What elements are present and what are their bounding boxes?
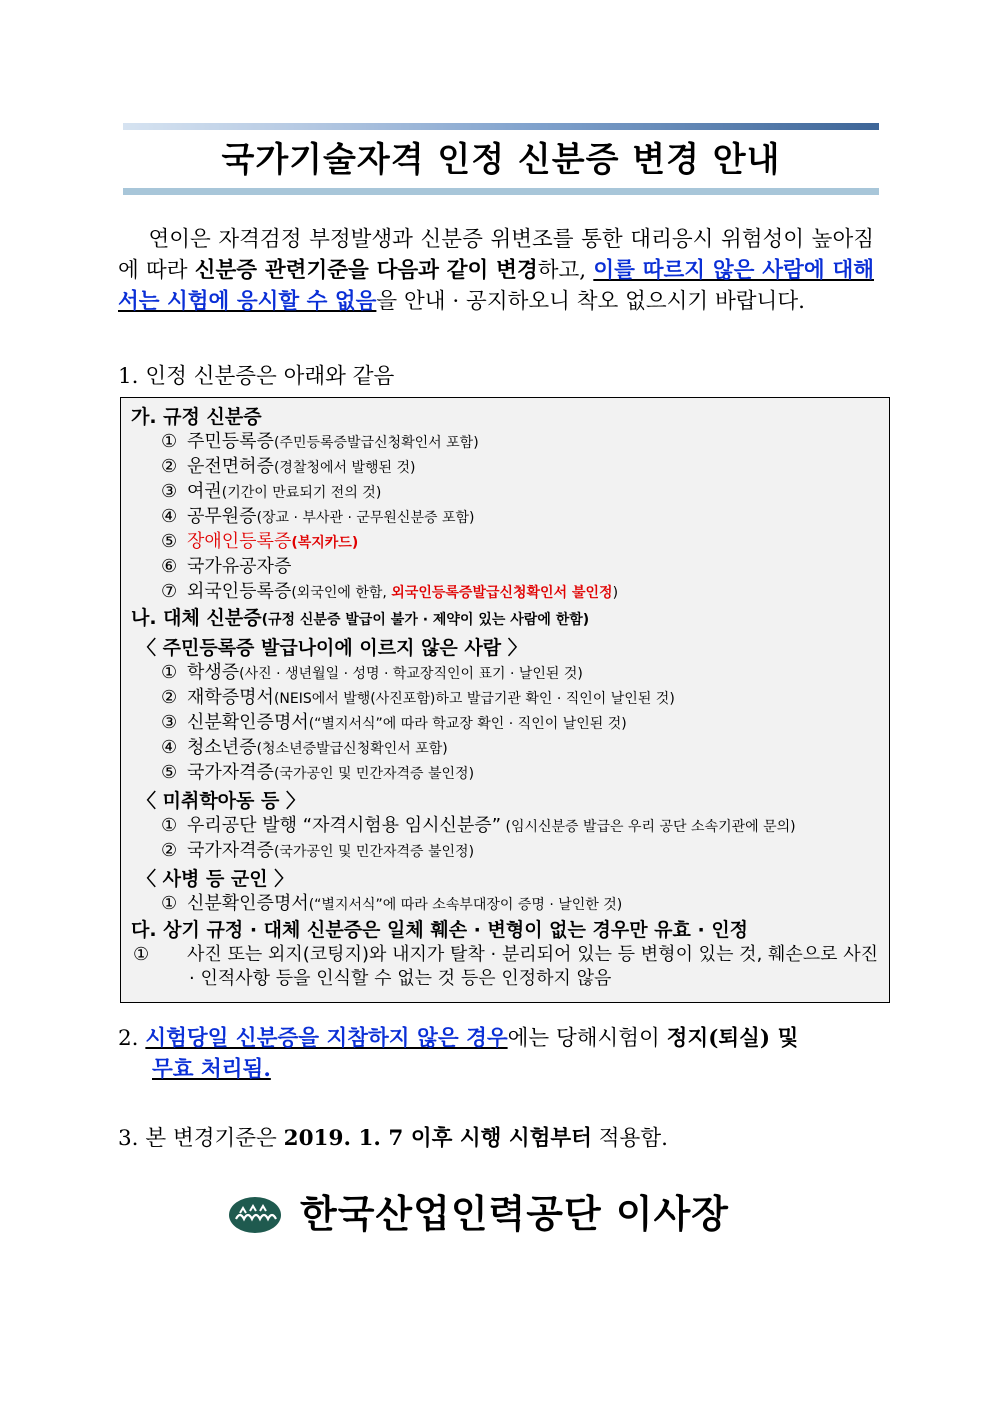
group-heading-soldier: 〈 사병 등 군인 〉	[137, 868, 294, 890]
ga-list	[131, 430, 879, 605]
title-bar-bottom	[123, 188, 879, 195]
list-item: ④ 공무원증(장교 · 부사관 · 군무원신분증 포함)	[161, 506, 475, 527]
section-2-text: 에는 당해시험이	[507, 1026, 667, 1051]
section-2-num: 2.	[118, 1026, 139, 1051]
page-title: 국가기술자격 인정 신분증 변경 안내	[221, 140, 781, 180]
list-item: ⑥ 국가유공자증	[161, 556, 292, 577]
grp3-list	[131, 892, 879, 917]
section-2-invalid: 무효 처리됨.	[152, 1057, 271, 1082]
list-item: ① 주민등록증(주민등록증발급신청확인서 포함)	[161, 431, 479, 452]
intro-paragraph	[118, 224, 874, 317]
list-item: ① 학생증(사진 · 생년월일 · 성명 · 학교장직인이 표기 · 날인된 것)	[161, 662, 583, 683]
list-item: ③ 여권(기간이 만료되기 전의 것)	[161, 481, 382, 502]
list-item: ② 국가자격증(국가공인 및 민간자격증 불인정)	[161, 840, 475, 861]
section-3-date: 2019. 1. 7 이후 시행 시험부터	[283, 1126, 592, 1151]
section-2-warning: 시험당일 신분증을 지참하지 않은 경우	[145, 1026, 508, 1051]
list-item: ② 운전면허증(경찰청에서 발행된 것)	[161, 456, 416, 477]
list-item: ① 신분확인증명서(“별지서식”에 따라 소속부대장이 증명 · 날인한 것)	[161, 893, 623, 914]
intro-text-1: 연이은 자격검정 부정발생과 신분증 위변조를 통한 대리응시 위험성이 높아짐에 따라	[118, 227, 874, 283]
id-list-box	[120, 397, 890, 1003]
list-item: ⑤ 국가자격증(국가공인 및 민간자격증 불인정)	[161, 762, 475, 783]
list-item: ① 우리공단 발행 “자격시험용 임시신분증” (임시신분증 발급은 우리 공단 소속기관에 문의)	[161, 815, 796, 836]
list-item: ⑦ 외국인등록증(외국인에 한함, 외국인등록증발급신청확인서 불인정)	[161, 581, 619, 602]
list-item: ① 사진 또는 외지(코팅지)와 내지가 탈착 · 분리되어 있는 등 변형이 있는 것, 훼손으로 사진 · 인적사항 등을 인식할 수 없는 것 등은 인정하지 않음	[133, 944, 879, 989]
title-bar-top	[123, 123, 879, 130]
intro-text-3: 을 안내 · 공지하오니 착오 없으시기 바랍니다.	[376, 289, 805, 314]
hrd-korea-logo-icon	[228, 1195, 282, 1235]
group-heading-underage: 〈 주민등록증 발급나이에 이르지 않은 사람 〉	[137, 637, 527, 659]
section-na-heading: 나. 대체 신분증(규정 신분증 발급이 불가 · 제약이 있는 사람에 한함)	[131, 607, 590, 629]
intro-warning: 이를 따르지 않은 사람에 대해서는 시험에 응시할 수 없음	[118, 258, 874, 314]
list-item: ② 재학증명서(NEIS에서 발행(사진포함)하고 발급기관 확인 · 직인이 날인된 것)	[161, 687, 675, 708]
section-2-bold: 정지(퇴실) 및	[666, 1026, 799, 1051]
intro-text-2: 하고,	[537, 258, 594, 283]
list-item: ⑤ 장애인등록증(복지카드)	[161, 531, 359, 552]
list-item: ③ 신분확인증명서(“별지서식”에 따라 학교장 확인 · 직인이 날인된 것)	[161, 712, 627, 733]
section-3: 3. 본 변경기준은 2019. 1. 7 이후 시행 시험부터 적용함.	[118, 1126, 668, 1151]
intro-bold: 신분증 관련기준을 다음과 같이 변경	[194, 258, 538, 283]
section-da-heading: 다. 상기 규정 · 대체 신분증은 일체 훼손 · 변형이 없는 경우만 유효 · 인정	[131, 919, 749, 941]
signature: 한국산업인력공단 이사장	[300, 1192, 730, 1236]
section-ga-heading: 가. 규정 신분증	[131, 406, 262, 428]
section-1-heading: 1. 인정 신분증은 아래와 같음	[118, 364, 395, 389]
section-2	[118, 1023, 876, 1085]
grp1-list	[131, 661, 879, 786]
list-item: ④ 청소년증(청소년증발급신청확인서 포함)	[161, 737, 448, 758]
group-heading-preschool: 〈 미취학아동 등 〉	[137, 790, 305, 812]
grp2-list	[131, 814, 879, 864]
